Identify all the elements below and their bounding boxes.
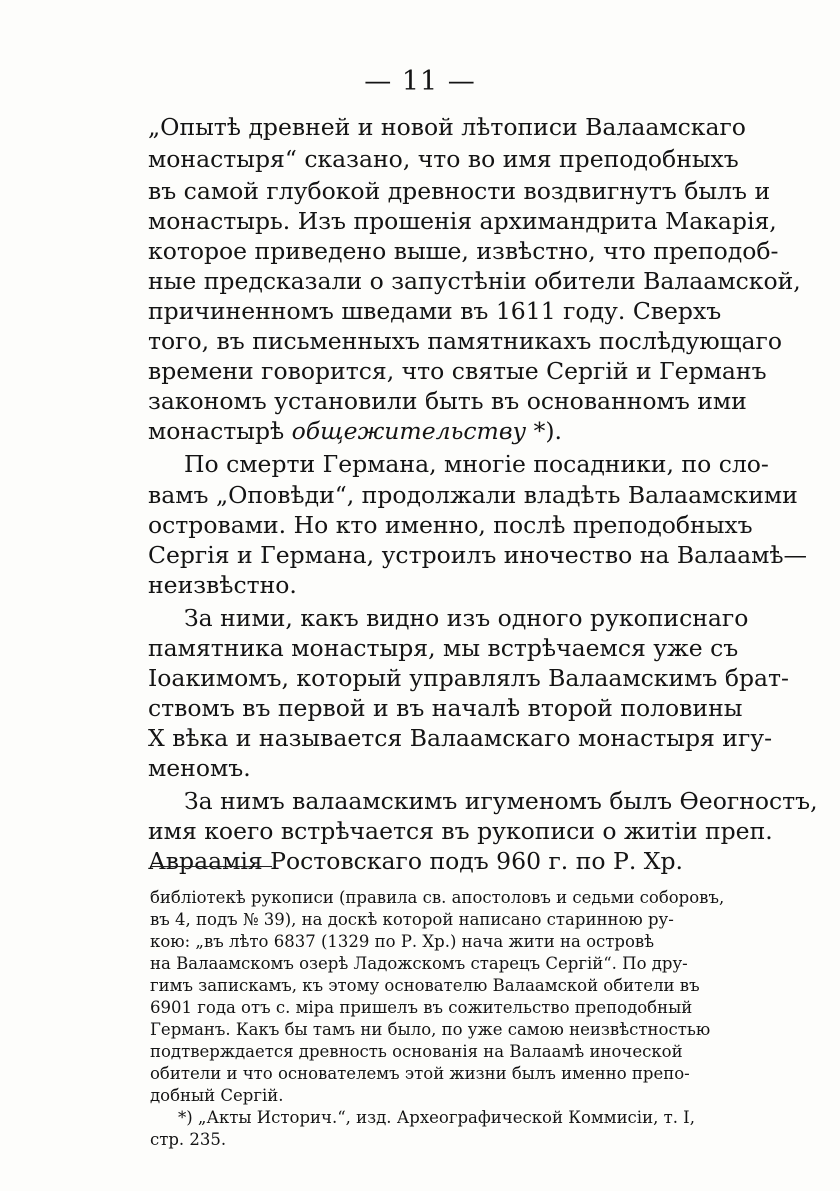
- text-line: вамъ „Оповѣди“, продолжали владѣть Валаамскими: [148, 481, 798, 509]
- text-line: ствомъ въ первой и въ началѣ второй половины: [148, 694, 743, 722]
- footnote-line: обители и что основателемъ этой жизни былъ именно препо-: [150, 1064, 690, 1083]
- footnote-line: *) „Акты Историч.“, изд. Археографической Коммисіи, т. I,: [178, 1108, 695, 1127]
- text-line: Сергія и Германа, устроилъ иночество на Валаамѣ—: [148, 541, 808, 569]
- text-line: Іоакимомъ, который управлялъ Валаамскимъ брат-: [148, 664, 789, 692]
- text-line: За ними, какъ видно изъ одного рукописнаго: [184, 604, 749, 632]
- text-line: островами. Но кто именно, послѣ преподобныхъ: [148, 511, 753, 539]
- text-line: монастырь. Изъ прошенія архимандрита Макарія,: [148, 207, 777, 235]
- page-number: — 11 —: [364, 66, 476, 97]
- footnote-line: добный Сергій.: [150, 1086, 284, 1105]
- text-line: меномъ.: [148, 754, 251, 782]
- footnote-divider: [150, 866, 272, 867]
- text-segment: монастырѣ: [148, 417, 292, 445]
- text-line: памятника монастыря, мы встрѣчаемся уже съ: [148, 634, 739, 662]
- text-line: причиненномъ шведами въ 1611 году. Сверхъ: [148, 297, 722, 325]
- text-line: которое приведено выше, извѣстно, что преподоб-: [148, 237, 779, 265]
- footnote-line: на Валаамскомъ озерѣ Ладожскомъ старецъ Сергій“. По дру-: [150, 954, 688, 973]
- text-line: закономъ установили быть въ основанномъ ими: [148, 387, 747, 415]
- footnote-line: кою: „въ лѣто 6837 (1329 по Р. Хр.) нача жити на островѣ: [150, 932, 655, 951]
- text-line: въ самой глубокой древности воздвигнутъ былъ и: [148, 177, 771, 205]
- text-line: того, въ письменныхъ памятникахъ послѣдующаго: [148, 327, 782, 355]
- text-line: Авраамія Ростовскаго подъ 960 г. по Р. Хр.: [148, 847, 684, 875]
- footnote-line: гимъ запискамъ, къ этому основателю Валаамской обители въ: [150, 976, 700, 995]
- text-line: времени говорится, что святые Сергій и Германъ: [148, 357, 767, 385]
- footnote-line: стр. 235.: [150, 1130, 227, 1149]
- text-line: неизвѣстно.: [148, 571, 297, 599]
- text-line: ные предсказали о запустѣніи обители Валаамской,: [148, 267, 801, 295]
- text-line: имя коего встрѣчается въ рукописи о житіи преп.: [148, 817, 773, 845]
- footnote-line: Германъ. Какъ бы тамъ ни было, по уже самою неизвѣстностью: [150, 1020, 711, 1039]
- text-line: [148, 417, 562, 445]
- footnote-line: въ 4, подъ № 39), на доскѣ которой написано старинною ру-: [150, 910, 674, 929]
- text-line: X вѣка и называется Валаамскаго монастыря игу-: [148, 724, 773, 752]
- footnote-line: библіотекѣ рукописи (правила св. апостоловъ и седьми соборовъ,: [150, 888, 725, 907]
- text-line: монастыря“ сказано, что во имя преподобныхъ: [148, 145, 739, 173]
- footnote-line: подтверждается древность основанія на Валаамѣ иноческой: [150, 1042, 683, 1061]
- text-line: По смерти Германа, многіе посадники, по сло-: [184, 450, 769, 478]
- footnote-marker: *).: [526, 417, 562, 445]
- footnote-line: 6901 года отъ с. міра пришелъ въ сожительство преподобный: [150, 998, 693, 1017]
- text-line: „Опытѣ древней и новой лѣтописи Валаамскаго: [148, 113, 746, 141]
- italic-term: общежительству: [291, 417, 527, 445]
- text-line: За нимъ валаамскимъ игуменомъ былъ Ѳеогностъ,: [184, 787, 818, 815]
